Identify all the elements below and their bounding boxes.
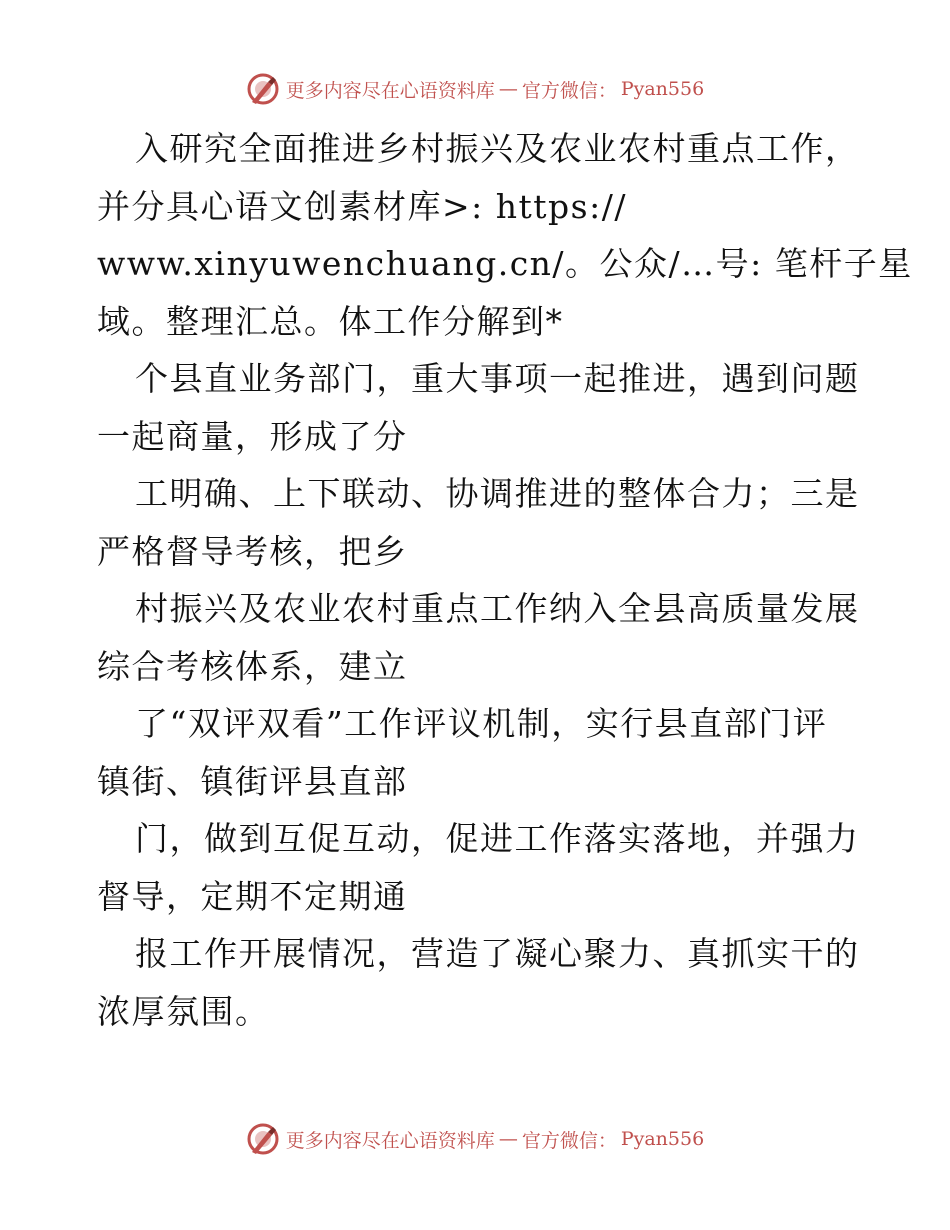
text-line: 浓厚氛围。 xyxy=(97,991,270,1031)
text-line: 报工作开展情况，营造了凝心聚力、真抓实干的 xyxy=(135,934,860,973)
footer-brand: 更多内容尽在心语资料库 xyxy=(285,1129,495,1152)
text-line: 一起商量，形成了分 xyxy=(97,416,408,456)
text-line: 督导，定期不定期通 xyxy=(97,876,408,916)
text-line: 严格督导考核，把乡 xyxy=(97,531,408,571)
header-brand: 更多内容尽在心语资料库 xyxy=(285,79,495,102)
header-id: Pyan556 xyxy=(620,78,705,100)
text-line: 了“双评双看”工作评议机制，实行县直部门评 xyxy=(135,704,828,743)
header-separator: — xyxy=(498,78,518,100)
header-contact: 官方微信： xyxy=(521,79,617,102)
text-line: 工明确、上下联动、协调推进的整体合力；三是 xyxy=(135,474,860,513)
text-line: 域。整理汇总。体工作分解到* xyxy=(97,301,564,341)
text-line: 镇街、镇街评县直部 xyxy=(97,761,408,801)
text-line: 个县直业务部门，重大事项一起推进，遇到问题 xyxy=(135,359,860,398)
text-line: 村振兴及农业农村重点工作纳入全县高质量发展 xyxy=(135,589,860,628)
footer-banner xyxy=(0,1122,950,1156)
pen-logo-icon xyxy=(246,1122,280,1156)
header-banner xyxy=(0,72,950,106)
footer-separator: — xyxy=(498,1128,518,1150)
text-line: 入研究全面推进乡村振兴及农业农村重点工作， xyxy=(135,129,860,168)
text-line: 并分具心语文创素材库>: https:// xyxy=(97,186,627,226)
pen-logo-icon xyxy=(246,72,280,106)
document-body xyxy=(97,120,913,1040)
text-line: 门，做到互促互动，促进工作落实落地，并强力 xyxy=(135,819,860,858)
text-line: www.xinyuwenchuang.cn/。公众/…号: 笔杆子星 xyxy=(97,244,913,283)
footer-contact: 官方微信： xyxy=(521,1129,617,1152)
text-line: 综合考核体系，建立 xyxy=(97,646,408,686)
footer-id: Pyan556 xyxy=(620,1128,705,1150)
